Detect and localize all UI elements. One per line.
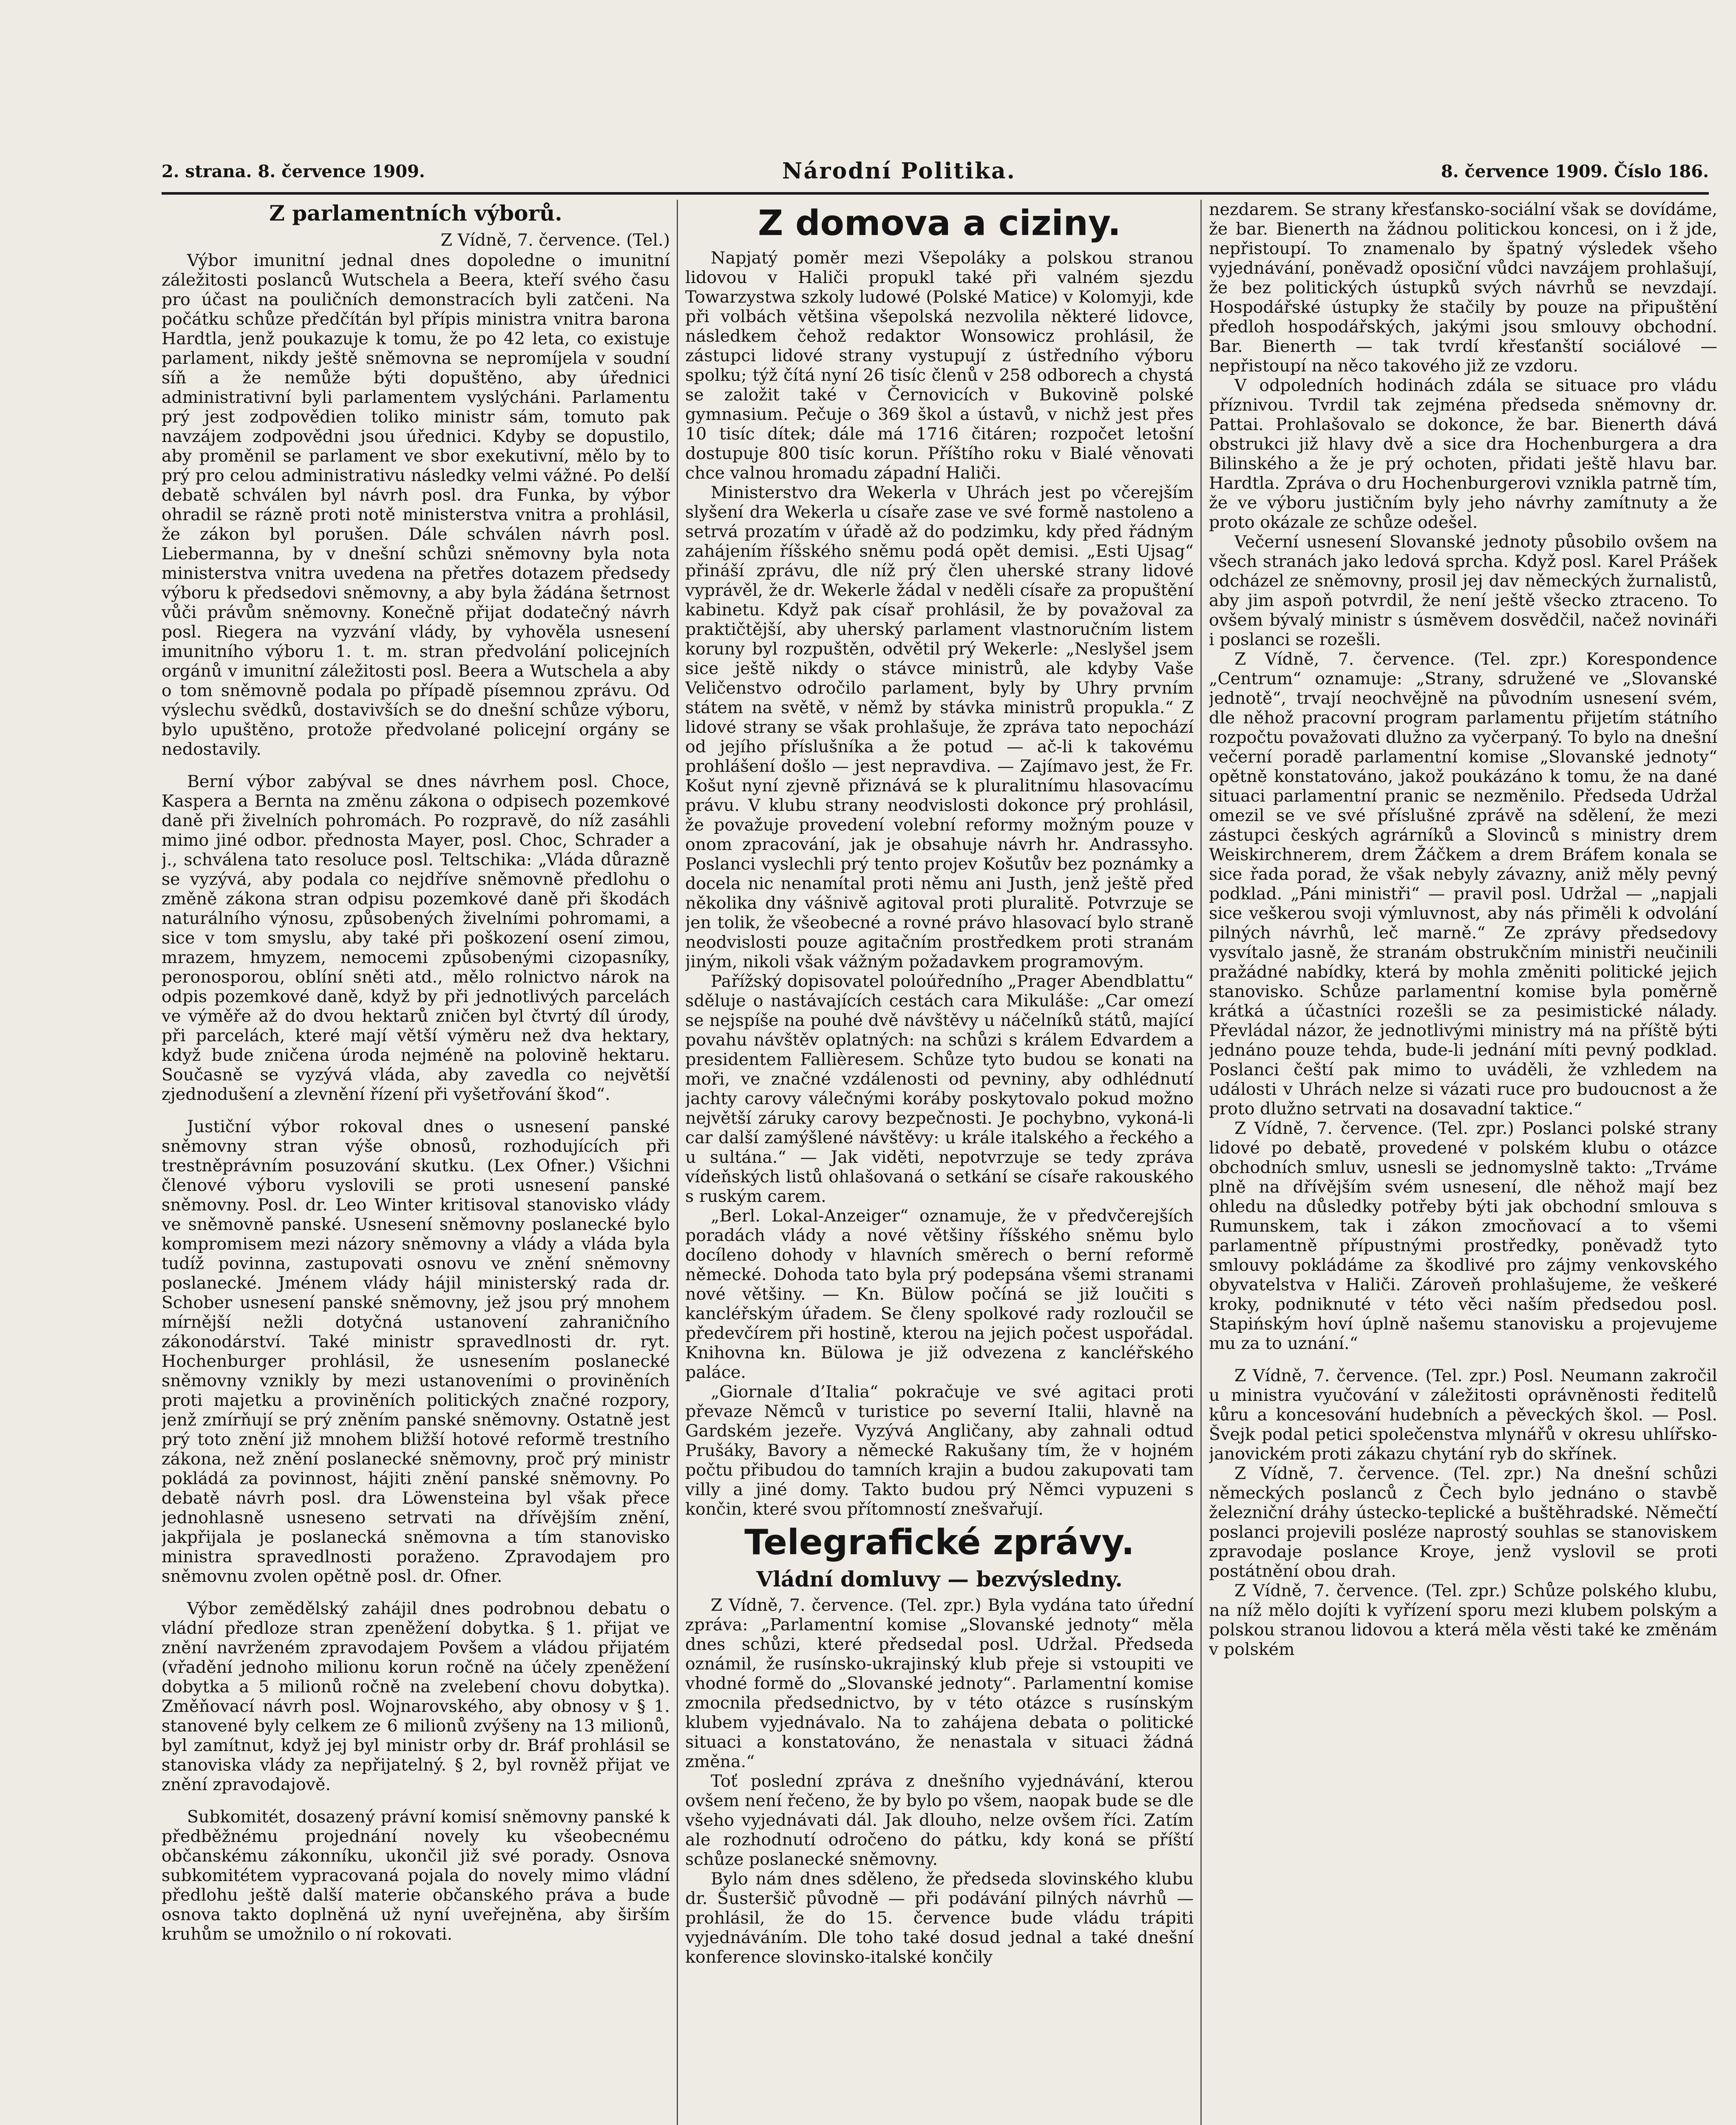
- article-paragraph: Výbor imunitní jednal dnes dopoledne o imunitní záležitosti poslanců Wutschela a Beera, kteří svého času pro účast na pouličních demonstracích byli zatčeni. Na počátku schůze předčítán byl přípis ministra vnitra barona Hardtla, jenž poukazuje k tomu, že po 42 leta, co existuje parlament, nikdy ještě sněmovna se nepromíjela v soudní síň a že nemůže býti dopuštěno, aby úřednici administrativní byli parlamentem vyslýcháni. Parlamentu prý jest zodpovědien toliko ministr sám, tomuto pak navzájem zodpovědni jsou úřednici. Kdyby se dopustilo, aby proměnil se parlament ve sbor exekutivní, mělo by to prý pro celou administrativu následky velmi vážné. Po delší debatě schválen byl návrh posl. dra Funka, by výbor ohradil se rázně proti notě ministerstva vnitra a prohlásil, že zákon byl porušen. Dále schválen návrh posl. Liebermanna, by v dnešní schůzi sněmovny byla nota ministerstva vnitra uvedena na přetřes dotazem předsedy výboru k předsedovi sněmovny, a aby byla žádána šetrnost vůči právům sněmovny. Konečně přijat dodatečný návrh posl. Riegera na vyzvání vlády, by vyhověla usnesení imunitního výboru 1. t. m. stran předvolání policejních orgánů v imunitní záležitosti posl. Beera a Wutschela a aby o tom sněmovně podala po případě písemnou zprávu. Od výslechu svědků, dostavivších se do dnešní schůze výboru, bylo upuštěno, protože předvolané policejní orgány se nedostavily.: [162, 251, 670, 759]
- article-paragraph: Večerní usnesení Slovanské jednoty působilo ovšem na všech stranách jako ledová sprcha. Když posl. Karel Prášek odcházel ze sněmovny, prosil jej dav německých žurnalistů, aby jim aspoň potvrdil, že není ještě všecko ztraceno. To ovšem bývalý ministr s úsměvem dosvědčil, načež novináři i poslanci se rozešli.: [1209, 532, 1717, 649]
- article-paragraph: „Giornale d’Italia“ pokračuje ve své agitaci proti převaze Němců v turistice po severní Italii, hlavně na Gardském jezeře. Vyzývá Angličany, aby zahnali odtud Prušáky, Bavory a německé Rakušany tím, že v hojném počtu přibudou do tamních krajin a budou zakupovati tam villy a jiné domy. Takto budou prý Němci vypuzeni s končin, které svou přítomností znešvařují.: [685, 1382, 1194, 1519]
- article-paragraph: Subkomitét, dosazený právní komisí sněmovny panské k předběžnému projednání novely ku všeobecnému občanskému zákonníku, ukončil již své porady. Osnova subkomitétem vypracovaná pojala do novely mimo vládní předlohu ještě další materie občanského práva a bude osnova takto doplněná už nyní uveřejněna, aby širším kruhům se umožnilo o ní rokovati.: [162, 1807, 670, 1944]
- column-left: [162, 200, 670, 2125]
- column-divider: [1200, 200, 1202, 2125]
- article-paragraph: Z Vídně, 7. července. (Tel. zpr.) Schůze polského klubu, na níž mělo dojíti k vyřízení sporu mezi klubem polským a polskou stranou lidovou a která měla věsti také ke změnám v polském: [1209, 1581, 1717, 1659]
- article-paragraph: „Berl. Lokal-Anzeiger“ oznamuje, že v předvčerejších poradách vlády a nové většiny říšského sněmu bylo docíleno dohody v hlavních směrech o berní reformě německé. Dohoda tato byla prý podepsána všemi stranami nové většiny. — Kn. Bülow počíná se již loučiti s kancléřským úřadem. Se členy spolkové rady rozloučil se předevčírem při hostině, kterou na jejich počest uspořádal. Knihovna kn. Bülowa je již odvezena z kancléřského paláce.: [685, 1206, 1194, 1382]
- subheading: Vládní domluvy — bezvýsledny.: [756, 1567, 1123, 1592]
- article-paragraph: Výbor zemědělský zahájil dnes podrobnou debatu o vládní předloze stran zpeněžení dobytka. § 1. přijat ve znění navrženém zpravodajem Povšem a vládou přijatém (vřadění jednoho milionu korun ročně na účely zpeněžení dobytka a 5 milionů ročně na zvelebení chovu dobytka). Změňovací návrh posl. Wojnarovského, aby obnosy v § 1. stanovené byly celkem ze 6 milionů zvýšeny na 13 milionů, byl zamítnut, když jej byl ministr orby dr. Bráf prohlásil se stanoviska vlády za nepřijatelný. § 2, byl rovněž přijat ve znění zpravodajově.: [162, 1599, 670, 1794]
- header-rule: [162, 192, 1709, 195]
- article-paragraph: Z Vídně, 7. července. (Tel. zpr.) Poslanci polské strany lidové po debatě, provedené v polském klubu o otázce obchodních smluv, usnesli se jednomyslně takto: „Trváme plně na dřívějším svém usnesení, dle něhož mají bez ohledu na důsledky potřeby býti jak obchodní smlouva s Rumunskem, tak i zákon zmocňovací a to všemi parlamentně přípustnými prostředky, poněvadž tyto smlouvy pokládáme za škodlivé pro zájmy venkovského obyvatelstva v Haliči. Zároveň prohlašujeme, že veškeré kroky, podniknuté v této věci naším předsedou posl. Stapińským hoví úplně našemu stanovisku a projevujeme mu za to uznání.“: [1209, 1119, 1717, 1353]
- section-heading: Z domova a ciziny.: [757, 203, 1121, 244]
- column-middle: [685, 200, 1194, 2125]
- article-paragraph: Justiční výbor rokoval dnes o usnesení panské sněmovny stran výše obnosů, rozhodujících při trestněprávním posuzování skutku. (Lex Ofner.) Všichni členové výboru vyslovili se proti usnesení panské sněmovny. Posl. dr. Leo Winter kritisoval stanovisko vlády ve sněmovně panské. Usnesení sněmovny poslanecké bylo kompromisem mezi názory sněmovny a vlády a vláda byla tudíž povinna, zastupovati osnovu ve znění sněmovny poslanecké. Jménem vlády hájil ministerský rada dr. Schober usnesení panské sněmovny, jež jsou prý mnohem mírnější nežli dotyčná ustanovení zahraničního zákonodárství. Také ministr spravedlnosti dr. ryt. Hochenburger prohlásil, že usnesením poslanecké sněmovny vznikly by mezi ustanoveními o proviněních proti majetku a proviněních politických značné rozpory, jenž zmírňují se prý zněním panské sněmovny. Ostatně jest prý toto znění již mnohem bližší hotové reformě trestního zákona, než znění poslanecké sněmovny, proč prý ministr pokládá za povinnost, hájiti znění panské sněmovny. Po debatě návrh posl. dra Löwensteina byl však přece jednohlasně usneseno setrvati na dřívějším znění, jakpřijala je poslanecká sněmovna a tím stanovisko ministra spravedlnosti poraženo. Zpravodajem pro sněmovnu zvolen opětně posl. dr. Ofner.: [162, 1117, 670, 1586]
- article-paragraph: nezdarem. Se strany křesťansko-sociální však se dovídáme, že bar. Bienerth na žádnou politickou koncesi, on i ž jde, nepřistoupí. To znamenalo by špatný výsledek všeho vyjednávání, poněvadž oposiční vůdci navzájem prohlašují, že bez politických ústupků svých návrhů se nevzdají. Hospodářské ústupky že stačily by pouze na připuštění předloh hospodářských, jakými jsou smlouvy obchodní. Bar. Bienerth — tak tvrdí křesťanští sociálové — nepřistoupí na něco takového již ze vzdoru.: [1209, 200, 1717, 376]
- article-paragraph: Bylo nám dnes sděleno, že předseda slovinského klubu dr. Šusteršič původně — při podávání pilných návrhů — prohlásil, že do 15. července bude vládu trápiti vyjednáváním. Dle toho také dosud jednal a také dnešní konference slovinsko-italské končily: [685, 1869, 1194, 1967]
- page-header: [162, 158, 1709, 192]
- article-paragraph: Z Vídně, 7. července. (Tel. zpr.) Korespondence „Centrum“ oznamuje: „Strany, sdružené ve „Slovanské jednotě“, trvají neochvějně na původním usnesení svém, dle něhož pracovní program parlamentu přijetím státního rozpočtu považovati dlužno za vyčerpaný. To bylo na dnešní večerní poradě parlamentní komise „Slovanské jednoty“ opětně konstatováno, jakož poukázáno k tomu, že na dané situaci parlamentní pranic se nezměnilo. Předseda Udržal omezil se ve své příslušné zprávě na sdělení, že mezi zástupci českých agrárníků a Slovinců s ministry drem Weiskirchnerem, drem Žáčkem a drem Bráfem konala se sice řada porad, že však nebyly závazny, aniž měly pevný podklad. „Páni ministři“ — pravil posl. Udržal — „napjali sice veškerou svoji výmluvnost, aby nás přiměli k odvolání pilných návrhů, leč marně.“ Ze zprávy předsedovy vysvítalo jasně, že stranám obstrukčním ministři neučinili pražádné nabídky, která by mohla změniti politické jejich stanovisko. Schůze parlamentní komise byla poměrně krátká a účastníci rozešli se za pesimistické nálady. Převládal názor, že jednotlivými ministry má na příště býti jednáno pouze tehda, bude-li jednání míti pevný podklad. Poslanci čeští pak mimo to uváděli, že vzhledem na události v Uhrách nelze si vázati ruce pro budoucnost a že proto dlužno setrvati na dosavadní taktice.“: [1209, 649, 1717, 1119]
- section-heading: Z parlamentních výborů.: [269, 201, 562, 226]
- article-paragraph: Toť poslední zpráva z dnešního vyjednávání, kterou ovšem není řečeno, že by bylo po všem, naopak bude se dle všeho vyjednávati dál. Jak dlouho, nelze ovšem říci. Zatím ale rozhodnutí odročeno do pátku, kdy koná se příští schůze poslanecké sněmovny.: [685, 1771, 1194, 1869]
- article-paragraph: Z Vídně, 7. července. (Tel. zpr.) Byla vydána tato úřední zpráva: „Parlamentní komise „Slovanské jednoty“ měla dnes schůzi, které předsedal posl. Udržal. Předseda oznámil, že rusínsko-ukrajinský klub přeje si vstoupiti ve vhodné formě do „Slovanské jednoty“. Parlamentní komise zmocnila předsednictvo, by v této otázce s rusínským klubem vyjednávalo. Na to zahájena debata o politické situaci a konstatováno, že nenastala v situaci žádná změna.“: [685, 1595, 1194, 1771]
- header-page-date: 2. strana. 8. července 1909.: [162, 162, 425, 181]
- section-heading-telegrams: Telegrafické zprávy.: [744, 1522, 1135, 1563]
- article-paragraph: Ministerstvo dra Wekerla v Uhrách jest po včerejším slyšení dra Wekerla u císaře zase ve své formě nastoleno a setrvá prozatím v úřadě až do podzimku, kdy před řádným zahájením říšského sněmu podá opět demisi. „Esti Ujsag“ přináší zprávu, dle níž prý člen uherské strany lidové vyprávěl, že dr. Wekerle žádal v neděli císaře za propuštění kabinetu. Když pak císař prohlásil, že by považoval za praktičtější, aby uherský parlament vlastnoručním listem koruny byl rozpuštěn, odvětil prý Wekerle: „Neslyšel jsem sice ještě nikdy o stávce ministrů, ale kdyby Vaše Veličenstvo odročilo parlament, byly by Uhry prvním státem na světě, v němž by stávka ministrů propukla.“ Z lidové strany se však prohlašuje, že zpráva tato nepochází od jejího příslušníka a že potud — ač-li k takovému prohlášení došlo — jest nepravdiva. — Zajímavo jest, že Fr. Košut nyní zjevně přiznává se k pluralitnímu hlasovacímu právu. V klubu strany neodvislosti dokonce prý prohlásil, že považuje provedení volební reformy možným pouze v onom zpracování, jak je obsahuje návrh hr. Andrassyho. Poslanci vyslechli prý tento projev Košutův bez poznámky a docela nic nenamítal proti němu ani Justh, jenž ještě před několika dny vášnivě agitoval proti pluralitě. Potvrzuje se jen tolik, že všeobecné a rovné právo hlasovací bylo straně neodvislosti pouze agitačním prostředkem proti stranám jiným, nikoli však vážným požadavkem programovým.: [685, 483, 1194, 972]
- article-paragraph: Berní výbor zabýval se dnes návrhem posl. Choce, Kaspera a Bernta na změnu zákona o odpisech pozemkové daně při živelních pohromách. Po rozpravě, do níž zasáhli mimo jiné odbor. přednosta Mayer, posl. Choc, Schrader a j., schválena tato resoluce posl. Teltschika: „Vláda důrazně se vyzývá, aby podala co nejdříve sněmovně předlohu o změně zákona stran odpisu pozemkové daně při škodách naturálního výnosu, způsobených živelními pohromami, a sice v tom smyslu, aby také při poškození osení zimou, mrazem, hmyzem, nemocemi způsobenými cizopasníky, peronosporou, oblíní sněti atd., mělo rolnictvo nárok na odpis pozemkové daně, když by při jednotlivých parcelách ve výměře až do dvou hektarů zničen byl čtvrtý díl úrody, při parcelách, které mají větší výměru než dva hektary, když bude zničena úroda nejméně na polovině hektaru. Současně se vyzývá vláda, aby zavedla co největší zjednodušení a zlevnění řízení při vyšetřování škod“.: [162, 772, 670, 1104]
- article-paragraph: Pařížský dopisovatel poloúředního „Prager Abendblattu“ sděluje o nastávajících cestách cara Mikuláše: „Car omezí se nejspíše na pouhé dvě návštěvy u náčelníků států, mající povahu návštěv oplatných: na schůzi s králem Edvardem a presidentem Fallièresem. Schůze tyto budou se konati na moři, ve značné vzdálenosti od pevniny, aby odhlédnutí jachty carovy válečnými koráby poskytovalo pokud možno největší záruky carovy bezpečnosti. Je pochybno, vykoná-li car další zamýšlené návštěvy: u krále italského a řeckého a u sultána.“ — Jak viděti, nepotvrzuje se tedy zpráva vídeňských listů ohlašovaná o setkání se císaře rakouského s ruským carem.: [685, 972, 1194, 1206]
- header-issue-number: 8. července 1909. Číslo 186.: [1441, 162, 1709, 181]
- column-divider: [677, 200, 678, 2125]
- article-paragraph: Z Vídně, 7. července. (Tel. zpr.) Na dnešní schůzi německých poslanců z Čech bylo jednáno o stavbě železniční dráhy ústecko-teplické a buštěhradské. Němečtí poslanci projevili posléze naprostý souhlas se stanoviskem zpravodaje poslance Kroye, jenž vyslovil se proti postátnění obou drah.: [1209, 1464, 1717, 1581]
- article-paragraph: Z Vídně, 7. července. (Tel. zpr.) Posl. Neumann zakročil u ministra vyučování v záležitosti oprávněnosti ředitelů kůru a koncesování hudebních a pěveckých škol. — Posl. Švejk podal petici společenstva mlynářů v okresu uhlířsko-janovickém proti zákazu chytání ryb do skřínek.: [1209, 1366, 1717, 1464]
- article-paragraph: V odpoledních hodinách zdála se situace pro vládu příznivou. Tvrdil tak zejména předseda sněmovny dr. Pattai. Prohlašovalo se dokonce, že bar. Bienerth dává obstrukci již hlavy dvě a sice dra Hochenburgera a dra Bilinského a že je prý ochoten, přidati ještě hlavu bar. Hardtla. Zpráva o dru Hochenburgerovi vznikla patrně tím, že ve výboru justičním byly jeho návrhy zamítnuty a že proto okázale ze schůze odešel.: [1209, 376, 1717, 532]
- masthead-title: Národní Politika.: [782, 158, 1016, 184]
- dateline: Z Vídně, 7. července. (Tel.): [440, 230, 670, 250]
- column-right: [1209, 200, 1717, 2125]
- article-paragraph: Napjatý poměr mezi Všepoláky a polskou stranou lidovou v Haliči propukl také při valném sjezdu Towarzystwa szkoly ludowé (Polské Matice) v Kolomyji, kde při volbách většina všepolská nezvolila některé lidovce, následkem čehož redaktor Wonsowicz prohlásil, že zástupci lidové strany vystupují z ústředního výboru spolku; týž čítá nyní 26 tisíc členů v 258 odborech a chystá se založit také v Černovicích v Bukovině polské gymnasium. Pečuje o 369 škol a ústavů, v nichž jest přes 10 tisíc dítek; dále má 1716 čitáren; rozpočet letošní dostupuje 800 tisíc korun. Příštího roku v Bialé věnovati chce valnou hromadu západní Haliči.: [685, 248, 1194, 483]
